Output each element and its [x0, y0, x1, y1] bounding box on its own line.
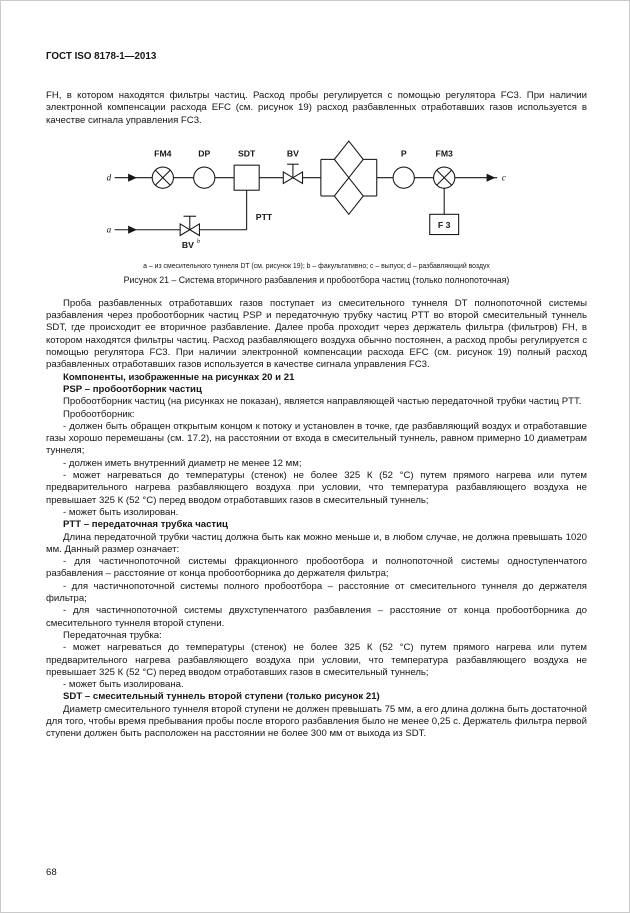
page-content: [1, 1, 629, 741]
paragraph: Длина передаточной трубки частиц должна быть как можно меньше и, в любом случае, не должна превышать 1020 мм. Данный размер означает:: [46, 531, 587, 555]
paragraph: Передаточная трубка:: [63, 629, 162, 641]
label-sdt: SDT: [237, 148, 255, 159]
paragraph: Проба разбавленных отработавших газов поступает из смесительного туннеля DT полнопоточной системы разбавления через пробоотборник частиц PSP и передаточную трубку частиц PTT во второй смесительный туннель SDT, где происходит ее вторичное разбавление. Далее проба проходит через держатель фильтра (фильтров) FH, в котором находятся фильтры частиц. Расход разбавляющего воздуха обычно постоянен, а расход пробы регулируется с помощью регулятора FC3. При наличии электронной компенсации расхода EFC (см. рисунок 19) полный расход разбавленных отработавших газов используется в качестве сигнала управления FC3.: [46, 297, 587, 371]
list-item: - должен быть обращен открытым концом к потоку и установлен в точке, где разбавляющий воздух и отработавшие газы хорошо перемешаны (см. 17.2), на расстоянии от входа в смесительный туннель, равном примерно 10 диаметрам туннеля;: [46, 420, 587, 457]
label-f3: F 3: [437, 219, 450, 230]
paragraph: Пробоотборник:: [63, 408, 135, 420]
document-body: [46, 298, 587, 741]
figure-caption: Рисунок 21 – Система вторичного разбавления и пробоотбора частиц (только полнопоточная): [123, 274, 510, 285]
section-heading-ptt: PTT – передаточная трубка частиц: [63, 519, 228, 531]
label-fm3: FM3: [435, 148, 453, 159]
filter-top-symbol: [334, 141, 363, 178]
label-bv-bottom: BV: [181, 239, 194, 250]
filter-bottom-symbol: [334, 178, 363, 215]
list-item: - для частичнопоточной системы двухступенчатого разбавления – расстояние от конца пробоотборника до смесительного туннеля второй ступени.: [46, 605, 587, 629]
section-heading: Компоненты, изображенные на рисунках 20 и 21: [63, 371, 295, 383]
pump-p-symbol: [393, 167, 414, 188]
label-d-inlet: d: [106, 172, 111, 183]
document-title: ГОСТ ISO 8178-1—2013: [46, 51, 157, 62]
list-item: - может быть изолирован.: [63, 506, 179, 518]
label-a-inlet: a: [106, 224, 111, 235]
list-item: - должен иметь внутренний диаметр не менее 12 мм;: [63, 457, 302, 469]
label-b-sup: b: [196, 238, 200, 246]
label-bv-top: BV: [286, 148, 299, 159]
paragraph: Диаметр смесительного туннеля второй ступени не должен превышать 75 мм, а его длина должна быть достаточной для того, чтобы время пребывания пробы после второго разбавления было не менее 0,25 с. Держатель фильтра первой ступени должен быть расположен на расстоянии не более 300 мм от выхода из SDT.: [46, 703, 587, 740]
tunnel-sdt-symbol: [234, 165, 259, 190]
figure-legend: a – из смесительного туннеля DT (см. рисунок 19); b – факультативно; c – выпуск; d – разбавляющий воздух: [143, 262, 490, 270]
secondary-dilution-diagram: [105, 137, 529, 255]
list-item: - может нагреваться до температуры (стенок) не более 325 К (52 °C) путем прямого нагрева или путем предварительного нагрева разбавляющего воздуха при условии, что температура разбавляющего воздуха не превышает 325 К (52 °C) перед вводом отработавших газов в смесительный туннель;: [46, 470, 587, 506]
label-dp: DP: [197, 148, 210, 159]
list-item: - для частичнопоточной системы полного пробоотбора – расстояние от смесительного туннеля до держателя фильтра;: [46, 580, 587, 605]
valve-bv-top-symbol: [283, 172, 293, 184]
section-heading-psp: PSP – пробоотборник частиц: [63, 383, 202, 395]
figure-21: [46, 137, 587, 286]
pump-dp-symbol: [193, 167, 214, 188]
intro-paragraph: FH, в котором находятся фильтры частиц. Расход пробы регулируется с помощью регулятора FC3. При наличии электронной компенсации расхода EFC (см. рисунок 19) расход разбавленных отработавших газов используется в качестве сигнала управления FC3.: [46, 90, 587, 126]
list-item: - может быть изолирована.: [63, 679, 184, 691]
section-heading-sdt: SDT – смесительный туннель второй ступени (только рисунок 21): [63, 691, 380, 703]
list-item: - может нагреваться до температуры (стенок) не более 325 К (52 °C) путем прямого нагрева или путем предварительного нагрева разбавляющего воздуха при условии, что температура разбавляющего воздуха не превышает 325 К (52 °C) перед вводом отработавших газов в смесительный туннель;: [46, 642, 587, 678]
list-item: - для частичнопоточной системы фракционного пробоотбора и полнопоточной системы одноступенчатого разбавления – расстояние от конца пробоотборника до держателя фильтра;: [46, 556, 587, 580]
paragraph: Пробоотборник частиц (на рисунках не показан), является направляющей частью передаточной трубки частиц PTT.: [63, 396, 582, 408]
label-p: P: [400, 148, 407, 159]
label-ptt: PTT: [255, 211, 272, 222]
page-number: 68: [46, 867, 57, 878]
label-c-outlet: c: [501, 172, 506, 183]
valve-bv-bottom-symbol: [180, 224, 190, 236]
label-fm4: FM4: [153, 148, 171, 159]
